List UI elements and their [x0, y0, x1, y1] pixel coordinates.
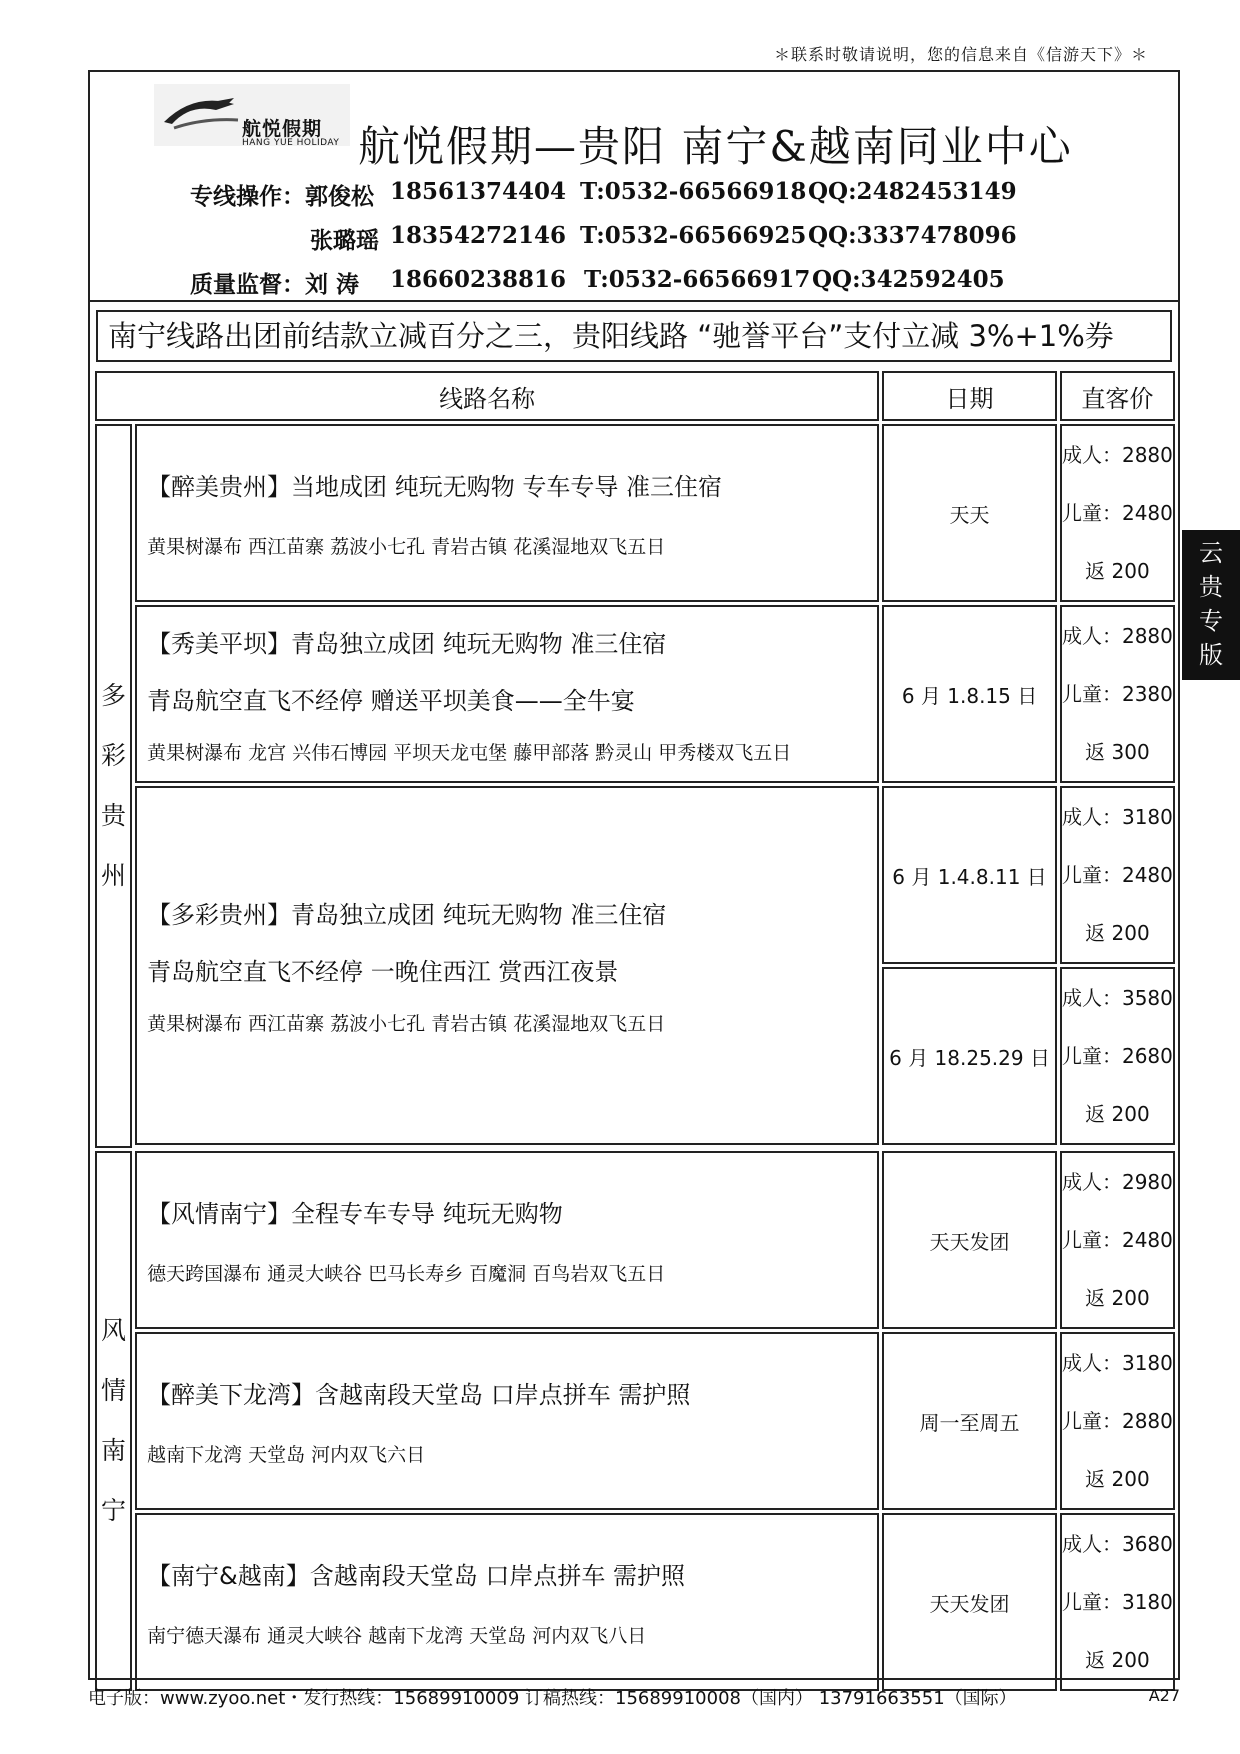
adult-price: 成人：2880 — [1061, 624, 1173, 648]
contact-phone: 18660238816 — [390, 266, 567, 293]
route-feature: 青岛航空直飞不经停 一晚住西江 赏西江夜景 — [147, 958, 619, 986]
price-cell — [1060, 1151, 1175, 1329]
agency-header — [90, 72, 1178, 302]
date-cell: 6 月 1.4.8.11 日 — [882, 786, 1057, 964]
source-notice: ＊联系时敬请说明，您的信息来自《信游天下》＊ — [773, 45, 1148, 64]
route-title: 【秀美平坝】青岛独立成团 纯玩无购物 准三住宿 — [147, 629, 667, 658]
route-feature: 青岛航空直飞不经停 赠送平坝美食——全牛宴 — [147, 686, 635, 715]
rebate: 返 200 — [1085, 921, 1150, 945]
route-cell — [135, 786, 879, 1145]
agency-logo — [154, 84, 350, 146]
route-itinerary: 黄果树瀑布 西江苗寨 荔波小七孔 青岩古镇 花溪湿地双飞五日 — [147, 536, 666, 558]
contact-phone: 18354272146 — [390, 222, 567, 249]
category-cell-nanning: 风 情 南 宁 — [95, 1151, 132, 1691]
route-cell — [135, 605, 879, 783]
price-cell — [1060, 1332, 1175, 1510]
route-table — [92, 368, 1178, 1694]
child-price: 儿童：3180 — [1061, 1590, 1173, 1614]
date-cell: 天天发团 — [882, 1151, 1057, 1329]
contact-tel: T:0532-66566925 — [580, 222, 807, 249]
child-price: 儿童：2880 — [1061, 1409, 1173, 1433]
table-row — [95, 786, 1175, 964]
route-itinerary: 南宁德天瀑布 通灵大峡谷 越南下龙湾 天堂岛 河内双飞八日 — [147, 1625, 647, 1647]
child-price: 儿童：2480 — [1061, 1228, 1173, 1252]
adult-price: 成人：3180 — [1061, 805, 1173, 829]
date-cell: 6 月 18.25.29 日 — [882, 967, 1057, 1145]
route-itinerary: 黄果树瀑布 龙宫 兴伟石博园 平坝天龙屯堡 藤甲部落 黔灵山 甲秀楼双飞五日 — [147, 741, 792, 764]
page-number: A27 — [1148, 1686, 1180, 1705]
adult-price: 成人：3180 — [1061, 1351, 1173, 1375]
route-title: 【多彩贵州】青岛独立成团 纯玩无购物 准三住宿 — [147, 901, 667, 929]
footer-contact: 电子版：www.zyoo.net・发行热线：15689910009 订稿热线：15689910008（国内） 13791663551（国际） — [88, 1688, 1017, 1709]
price-cell — [1060, 786, 1175, 964]
route-itinerary: 黄果树瀑布 西江苗寨 荔波小七孔 青岩古镇 花溪湿地双飞五日 — [147, 1013, 666, 1035]
rebate: 返 200 — [1085, 1467, 1150, 1491]
page-footer — [88, 1684, 1180, 1710]
table-row — [95, 424, 1175, 602]
route-itinerary: 越南下龙湾 天堂岛 河内双飞六日 — [147, 1444, 426, 1466]
date-cell: 6 月 1.8.15 日 — [882, 605, 1057, 783]
logo-name: 航悦假期 — [242, 118, 323, 140]
route-title: 【醉美下龙湾】含越南段天堂岛 口岸点拼车 需护照 — [147, 1381, 691, 1409]
adult-price: 成人：3580 — [1061, 986, 1173, 1010]
rebate: 返 200 — [1085, 559, 1150, 583]
child-price: 儿童：2480 — [1061, 863, 1173, 887]
logo-subtitle: HANG YUE HOLIDAY — [242, 138, 340, 148]
price-cell — [1060, 1513, 1175, 1691]
section-side-tab: 云 贵 专 版 — [1182, 530, 1240, 680]
page-frame — [88, 70, 1180, 1680]
contact-phone: 18561374404 — [390, 178, 567, 205]
table-row — [95, 1332, 1175, 1510]
route-title: 【醉美贵州】当地成团 纯玩无购物 专车专导 准三住宿 — [147, 473, 722, 501]
route-title: 【南宁&越南】含越南段天堂岛 口岸点拼车 需护照 — [147, 1562, 686, 1590]
rebate: 返 200 — [1085, 1102, 1150, 1126]
date-cell: 天天 — [882, 424, 1057, 602]
header-date: 日期 — [882, 371, 1057, 421]
adult-price: 成人：2980 — [1061, 1170, 1173, 1194]
route-cell — [135, 424, 879, 602]
price-cell — [1060, 424, 1175, 602]
date-cell: 天天发团 — [882, 1513, 1057, 1691]
page-title: 航悦假期—贵阳 南宁&越南同业中心 — [358, 122, 1073, 171]
contact-qq: QQ:342592405 — [812, 266, 1005, 293]
adult-price: 成人：2880 — [1061, 443, 1173, 467]
date-cell: 周一至周五 — [882, 1332, 1057, 1510]
contact-label: 张璐瑶 — [310, 227, 379, 254]
child-price: 儿童：2480 — [1061, 501, 1173, 525]
table-header-row — [95, 371, 1175, 421]
price-cell — [1060, 967, 1175, 1145]
promo-banner: 南宁线路出团前结款立减百分之三，贵阳线路 “驰誉平台”支付立减 3%+1%券 — [96, 310, 1172, 362]
route-cell — [135, 1332, 879, 1510]
route-title: 【风情南宁】全程专车专导 纯玩无购物 — [147, 1200, 563, 1228]
rebate: 返 300 — [1085, 740, 1150, 764]
contact-qq: QQ:3337478096 — [808, 222, 1017, 249]
price-cell — [1060, 605, 1175, 783]
route-cell — [135, 1151, 879, 1329]
contact-tel: T:0532-66566918 — [580, 178, 807, 205]
contact-qq: QQ:2482453149 — [808, 178, 1017, 205]
rebate: 返 200 — [1085, 1648, 1150, 1672]
category-cell-guizhou: 多 彩 贵 州 — [95, 424, 132, 1148]
contact-label: 专线操作：郭俊松 — [190, 183, 374, 210]
rebate: 返 200 — [1085, 1286, 1150, 1310]
child-price: 儿童：2680 — [1061, 1044, 1173, 1068]
table-row — [95, 605, 1175, 783]
table-row — [95, 1513, 1175, 1691]
route-cell — [135, 1513, 879, 1691]
table-row — [95, 1151, 1175, 1329]
route-itinerary: 德天跨国瀑布 通灵大峡谷 巴马长寿乡 百魔洞 百鸟岩双飞五日 — [147, 1263, 666, 1285]
child-price: 儿童：2380 — [1061, 682, 1173, 706]
header-price: 直客价 — [1060, 371, 1175, 421]
contact-label: 质量监督：刘 涛 — [190, 271, 360, 298]
adult-price: 成人：3680 — [1061, 1532, 1173, 1556]
contact-tel: T:0532-66566917 — [584, 266, 811, 293]
header-route: 线路名称 — [95, 371, 879, 421]
